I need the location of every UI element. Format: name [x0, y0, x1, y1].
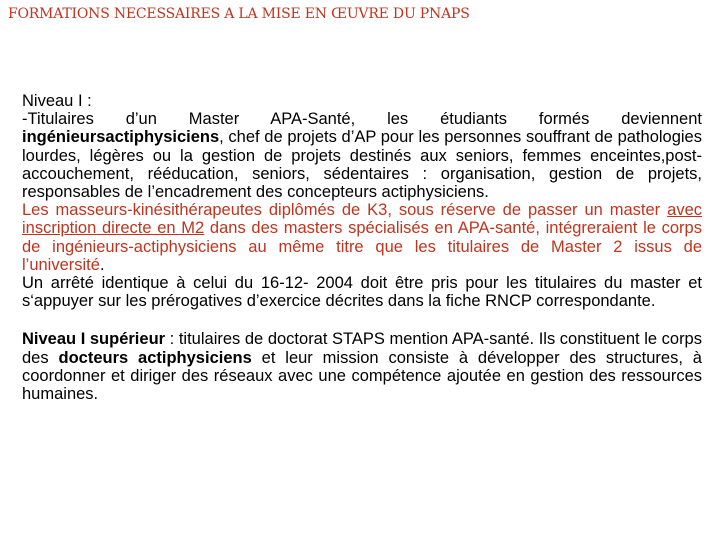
niveau1-heading: Niveau I : — [22, 92, 92, 110]
master-apa-text: -Titulaires d’un Master APA-Santé, les étudiants formés deviennent — [22, 110, 702, 129]
arrete-paragraph: Un arrêté identique à celui du 16-12- 2004 doit être pris pour les titulaires du master et s‘appuyer sur les prérogatives d’exercice décrites dans la fiche RNCP correspondante. — [22, 274, 702, 311]
ingenieurs-term: ingénieursactiphysiciens — [22, 128, 220, 147]
master-apa-text-continued: , chef de projets d’AP pour les personnes souffrant de pathologies lourdes, légères ou la gestion de projets destinés aux seniors, femmes enceintes,post-accouchement, rééducation, seniors, sédentaires : organisation, gestion de projets, responsables de l’encadrement des concepteurs actiphysiciens. — [22, 128, 702, 202]
paragraph-spacer — [22, 310, 702, 330]
kine-text: Les masseurs-kinésithérapeutes diplômés de K3, sous réserve de passer un master — [22, 201, 668, 220]
docteurs-term: docteurs actiphysiciens — [58, 348, 252, 367]
content-body — [22, 92, 702, 403]
kine-text-period: . — [99, 255, 105, 274]
master-apa-paragraph — [22, 110, 702, 201]
kine-text-continued: dans des masters spécialisés en APA-santé, intégreraient le corps de ingénieurs-actiphysiciens au même titre que les titulaires de Master 2 issus de l’université — [22, 219, 702, 274]
kine-paragraph — [22, 201, 702, 274]
niveau1-sup-paragraph — [22, 330, 702, 403]
slide-title: FORMATIONS NECESSAIRES A LA MISE EN ŒUVRE DU PNAPS — [8, 6, 470, 22]
doctorat-text-continued: et leur mission consiste à développer des structures, à coordonner et diriger des réseaux avec une compétence ajoutée en gestion des ressources humaines. — [22, 348, 702, 404]
m2-inscription-text: avec inscription directe en M2 — [22, 201, 702, 238]
doctorat-text: : titulaires de doctorat STAPS mention APA-santé. Ils constituent le corps des — [22, 330, 702, 367]
niveau1-sup-heading: Niveau I supérieur — [22, 330, 166, 349]
